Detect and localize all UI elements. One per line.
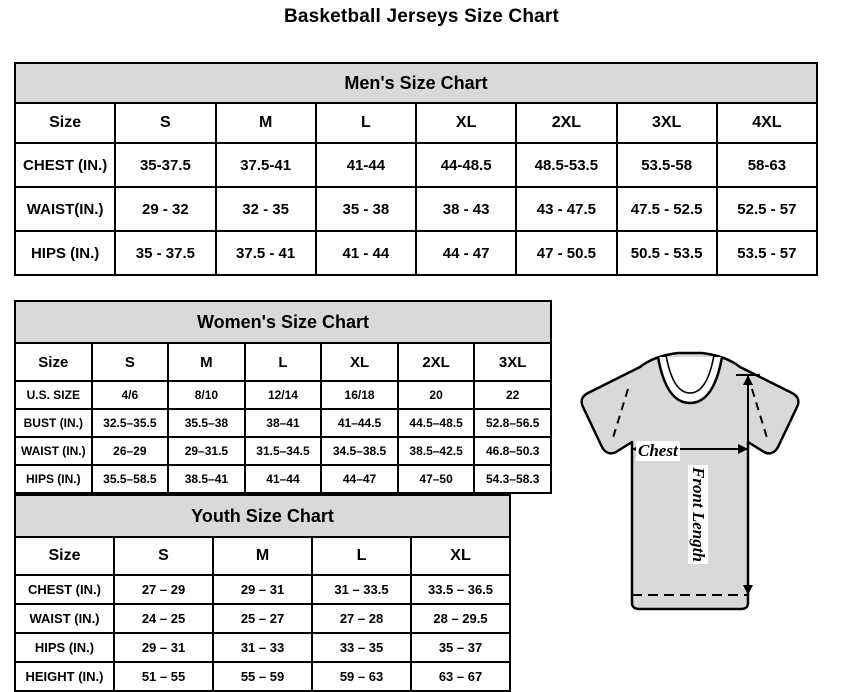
womens-ussize-3xl: 22: [474, 381, 551, 409]
womens-hips-3xl: 54.3–58.3: [474, 465, 551, 493]
womens-bust-l: 38–41: [245, 409, 322, 437]
youth-hips-l: 33 – 35: [312, 633, 411, 662]
mens-col-l: L: [316, 103, 416, 143]
womens-hips-xl: 44–47: [321, 465, 398, 493]
womens-waist-2xl: 38.5–42.5: [398, 437, 475, 465]
youth-chart-caption: Youth Size Chart: [15, 495, 510, 537]
womens-waist-3xl: 46.8–50.3: [474, 437, 551, 465]
mens-chest-m: 37.5-41: [216, 143, 316, 187]
mens-hips-m: 37.5 - 41: [216, 231, 316, 275]
mens-row-label-chest: CHEST (IN.): [15, 143, 115, 187]
mens-row-label-hips: HIPS (IN.): [15, 231, 115, 275]
womens-waist-s: 26–29: [92, 437, 169, 465]
womens-row-label-waist: WAIST (IN.): [15, 437, 92, 465]
table-row: [15, 575, 510, 604]
mens-chest-xl: 44-48.5: [416, 143, 516, 187]
youth-col-l: L: [312, 537, 411, 575]
mens-col-3xl: 3XL: [617, 103, 717, 143]
womens-ussize-2xl: 20: [398, 381, 475, 409]
mens-waist-s: 29 - 32: [115, 187, 215, 231]
mens-col-2xl: 2XL: [516, 103, 616, 143]
youth-height-m: 55 – 59: [213, 662, 312, 691]
mens-waist-3xl: 47.5 - 52.5: [617, 187, 717, 231]
table-row: [15, 409, 551, 437]
youth-hips-s: 29 – 31: [114, 633, 213, 662]
youth-col-m: M: [213, 537, 312, 575]
womens-ussize-m: 8/10: [168, 381, 245, 409]
mens-chest-l: 41-44: [316, 143, 416, 187]
mens-col-4xl: 4XL: [717, 103, 817, 143]
table-header-row: [15, 343, 551, 381]
chest-label: Chest: [638, 441, 678, 460]
page-title: Basketball Jerseys Size Chart: [283, 6, 560, 27]
womens-col-xl: XL: [321, 343, 398, 381]
womens-ussize-s: 4/6: [92, 381, 169, 409]
womens-hips-2xl: 47–50: [398, 465, 475, 493]
mens-waist-l: 35 - 38: [316, 187, 416, 231]
jersey-measurement-diagram: [540, 345, 840, 675]
mens-hips-4xl: 53.5 - 57: [717, 231, 817, 275]
youth-hips-m: 31 – 33: [213, 633, 312, 662]
youth-row-label-height: HEIGHT (IN.): [15, 662, 114, 691]
womens-row-label-us-size: U.S. SIZE: [15, 381, 92, 409]
youth-height-l: 59 – 63: [312, 662, 411, 691]
youth-size-chart: [14, 494, 511, 692]
mens-waist-4xl: 52.5 - 57: [717, 187, 817, 231]
mens-hips-2xl: 47 - 50.5: [516, 231, 616, 275]
table-header-row: [15, 103, 817, 143]
mens-chest-3xl: 53.5-58: [617, 143, 717, 187]
table-row: [15, 465, 551, 493]
youth-chest-m: 29 – 31: [213, 575, 312, 604]
womens-col-s: S: [92, 343, 169, 381]
youth-chest-s: 27 – 29: [114, 575, 213, 604]
womens-hips-s: 35.5–58.5: [92, 465, 169, 493]
table-caption-row: [15, 301, 551, 343]
womens-bust-2xl: 44.5–48.5: [398, 409, 475, 437]
youth-waist-l: 27 – 28: [312, 604, 411, 633]
womens-row-label-bust: BUST (IN.): [15, 409, 92, 437]
table-caption-row: [15, 495, 510, 537]
womens-chart-caption: Women's Size Chart: [15, 301, 551, 343]
womens-waist-l: 31.5–34.5: [245, 437, 322, 465]
youth-row-label-waist: WAIST (IN.): [15, 604, 114, 633]
womens-ussize-l: 12/14: [245, 381, 322, 409]
mens-size-table: [14, 62, 818, 276]
youth-height-s: 51 – 55: [114, 662, 213, 691]
mens-chart-caption: Men's Size Chart: [15, 63, 817, 103]
youth-waist-xl: 28 – 29.5: [411, 604, 510, 633]
womens-col-3xl: 3XL: [474, 343, 551, 381]
table-row: [15, 187, 817, 231]
youth-chest-l: 31 – 33.5: [312, 575, 411, 604]
mens-hips-3xl: 50.5 - 53.5: [617, 231, 717, 275]
table-row: [15, 143, 817, 187]
womens-bust-m: 35.5–38: [168, 409, 245, 437]
mens-size-chart: [14, 62, 818, 276]
mens-col-s: S: [115, 103, 215, 143]
front-length-label: Front Length: [689, 467, 708, 562]
table-row: [15, 381, 551, 409]
table-caption-row: [15, 63, 817, 103]
mens-chest-2xl: 48.5-53.5: [516, 143, 616, 187]
mens-col-size: Size: [15, 103, 115, 143]
womens-bust-s: 32.5–35.5: [92, 409, 169, 437]
womens-bust-3xl: 52.8–56.5: [474, 409, 551, 437]
womens-col-2xl: 2XL: [398, 343, 475, 381]
youth-waist-s: 24 – 25: [114, 604, 213, 633]
mens-waist-xl: 38 - 43: [416, 187, 516, 231]
mens-hips-xl: 44 - 47: [416, 231, 516, 275]
mens-hips-l: 41 - 44: [316, 231, 416, 275]
womens-col-m: M: [168, 343, 245, 381]
table-row: [15, 604, 510, 633]
youth-chest-xl: 33.5 – 36.5: [411, 575, 510, 604]
youth-height-xl: 63 – 67: [411, 662, 510, 691]
table-row: [15, 231, 817, 275]
mens-chest-s: 35-37.5: [115, 143, 215, 187]
table-header-row: [15, 537, 510, 575]
womens-waist-m: 29–31.5: [168, 437, 245, 465]
womens-col-l: L: [245, 343, 322, 381]
table-row: [15, 633, 510, 662]
womens-col-size: Size: [15, 343, 92, 381]
youth-col-s: S: [114, 537, 213, 575]
youth-waist-m: 25 – 27: [213, 604, 312, 633]
youth-col-size: Size: [15, 537, 114, 575]
youth-row-label-chest: CHEST (IN.): [15, 575, 114, 604]
womens-size-chart: [14, 300, 552, 494]
womens-size-table: [14, 300, 552, 494]
womens-bust-xl: 41–44.5: [321, 409, 398, 437]
womens-hips-l: 41–44: [245, 465, 322, 493]
mens-waist-m: 32 - 35: [216, 187, 316, 231]
table-row: [15, 662, 510, 691]
table-row: [15, 437, 551, 465]
youth-size-table: [14, 494, 511, 692]
womens-row-label-hips: HIPS (IN.): [15, 465, 92, 493]
mens-waist-2xl: 43 - 47.5: [516, 187, 616, 231]
womens-waist-xl: 34.5–38.5: [321, 437, 398, 465]
mens-hips-s: 35 - 37.5: [115, 231, 215, 275]
youth-hips-xl: 35 – 37: [411, 633, 510, 662]
womens-ussize-xl: 16/18: [321, 381, 398, 409]
womens-hips-m: 38.5–41: [168, 465, 245, 493]
mens-chest-4xl: 58-63: [717, 143, 817, 187]
mens-row-label-waist: WAIST(IN.): [15, 187, 115, 231]
mens-col-xl: XL: [416, 103, 516, 143]
youth-row-label-hips: HIPS (IN.): [15, 633, 114, 662]
youth-col-xl: XL: [411, 537, 510, 575]
mens-col-m: M: [216, 103, 316, 143]
